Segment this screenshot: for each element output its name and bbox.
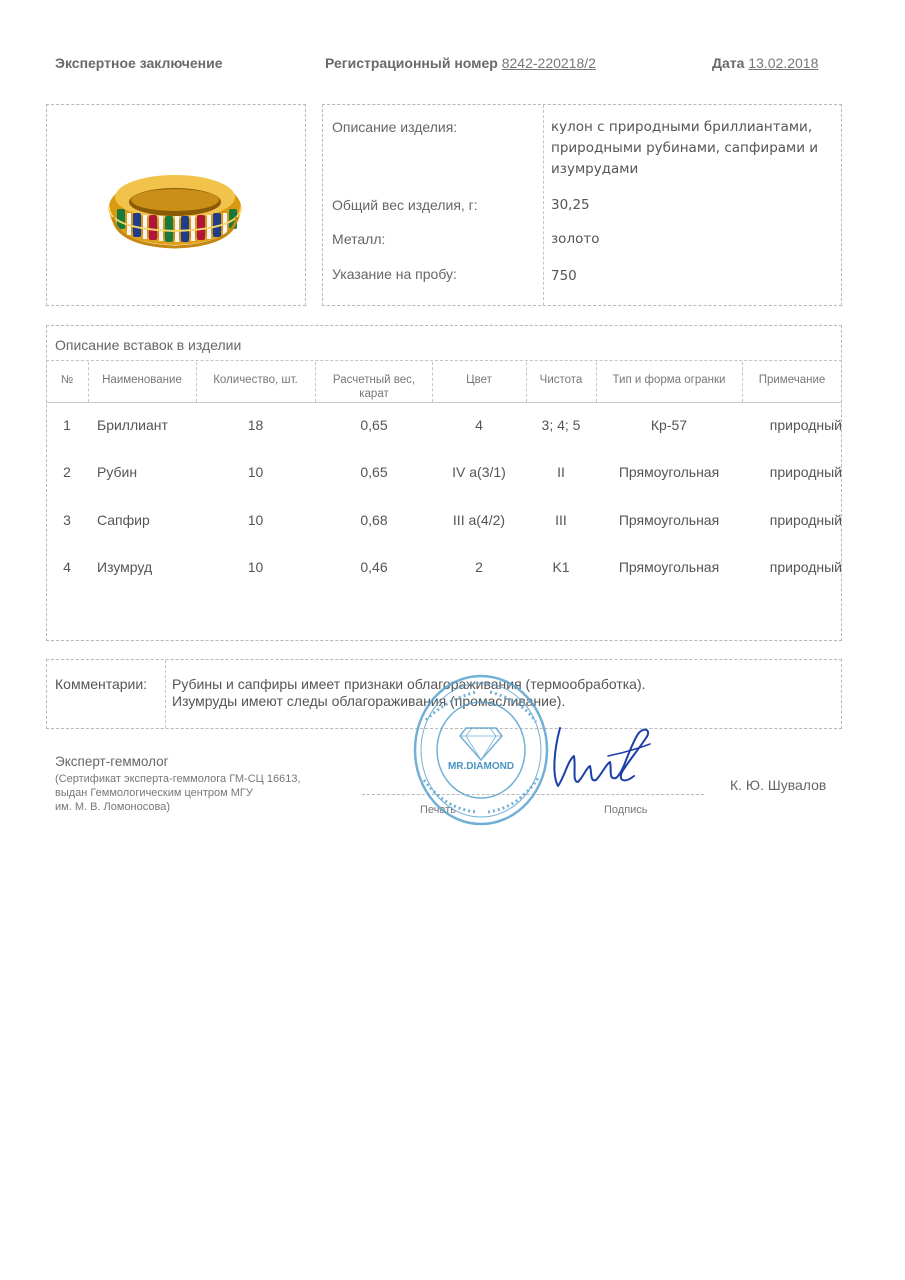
- registration-label: Регистрационный номер: [325, 55, 498, 71]
- registration-value: 8242-220218/2: [501, 55, 596, 71]
- document-date: [712, 55, 818, 71]
- column-header-clarity: Чистота: [539, 374, 583, 386]
- cell-color: IV a(3/1): [452, 464, 506, 480]
- cell-color: III a(4/2): [452, 512, 506, 528]
- cell-number: 1: [63, 417, 71, 433]
- seal-label: Печать: [420, 804, 457, 816]
- cell-clarity: 3; 4; 5: [541, 417, 581, 433]
- table-row: [46, 417, 842, 435]
- column-header-name: Наименование: [102, 374, 182, 386]
- hallmark-label: Указание на пробу:: [332, 266, 457, 282]
- cell-number: 4: [63, 559, 71, 575]
- column-header-color: Цвет: [466, 374, 492, 386]
- document-title: Экспертное заключение: [55, 55, 223, 71]
- expert-certificate-line: им. М. В. Ломоносова): [55, 801, 170, 813]
- cell-note: природный: [769, 512, 842, 528]
- product-weight-value: 30,25: [551, 197, 590, 213]
- cell-quantity: 10: [247, 512, 264, 528]
- cell-cut: Кр-57: [650, 417, 688, 433]
- cell-weight: 0,65: [360, 417, 388, 433]
- comments-label: Комментарии:: [55, 676, 148, 692]
- cell-quantity: 10: [247, 559, 264, 575]
- product-image-box: [46, 104, 306, 306]
- product-description-label: Описание изделия:: [332, 119, 458, 135]
- cell-name: Рубин: [97, 464, 138, 480]
- column-header-note: Примечание: [758, 374, 826, 386]
- cell-cut: Прямоугольная: [618, 559, 720, 575]
- cell-quantity: 18: [247, 417, 264, 433]
- cell-note: природный: [769, 417, 842, 433]
- cell-clarity: III: [555, 512, 567, 528]
- column-header-number: №: [60, 374, 74, 386]
- cell-name: Изумруд: [97, 559, 153, 575]
- metal-label: Металл:: [332, 231, 386, 247]
- table-row: [46, 464, 842, 482]
- cell-note: природный: [769, 464, 842, 480]
- table-row: [46, 559, 842, 577]
- cell-weight: 0,46: [360, 559, 388, 575]
- column-divider: [165, 660, 166, 728]
- cell-color: 2: [475, 559, 483, 575]
- header-top-rule: [46, 360, 842, 361]
- inserts-title: Описание вставок в изделии: [55, 337, 242, 353]
- cell-color: 4: [475, 417, 483, 433]
- registration-number: [325, 55, 596, 71]
- header-separator: [315, 362, 316, 402]
- gold-ring-with-gemstones-icon: [47, 105, 305, 305]
- stamp-brand-text: MR.DIAMOND: [447, 761, 515, 772]
- cell-note: природный: [769, 559, 842, 575]
- expert-certificate: [55, 772, 301, 814]
- hallmark-value: 750: [551, 268, 577, 284]
- column-header-quantity: Количество, шт.: [213, 374, 298, 386]
- cell-quantity: 10: [247, 464, 264, 480]
- product-description-value: кулон с природными бриллиантами, природными рубинами, сапфирами и изумрудами: [551, 119, 819, 177]
- expert-name: К. Ю. Шувалов: [730, 777, 827, 793]
- header-bottom-rule: [46, 402, 842, 403]
- stamp-seal-icon: [406, 670, 556, 830]
- product-weight-label: Общий вес изделия, г:: [332, 197, 478, 213]
- cell-name: Сапфир: [97, 512, 150, 528]
- expert-certificate-line: (Сертификат эксперта-геммолога ГМ-СЦ 16613,: [55, 773, 301, 785]
- expert-certificate-line: выдан Геммологическим центром МГУ: [55, 787, 253, 799]
- cell-name: Бриллиант: [97, 417, 168, 433]
- cell-number: 3: [63, 512, 71, 528]
- cell-number: 2: [63, 464, 71, 480]
- date-label: Дата: [712, 55, 745, 71]
- date-value: 13.02.2018: [748, 55, 819, 71]
- comment-line: Изумруды имеют следы облагораживания (промасливание).: [172, 693, 566, 709]
- comment-line: Рубины и сапфиры имеет признаки облагораживания (термообработка).: [172, 676, 646, 692]
- cell-clarity: II: [557, 464, 565, 480]
- column-header-weight: Расчетный вес, карат: [332, 374, 416, 400]
- cell-cut: Прямоугольная: [618, 512, 720, 528]
- column-header-cut: Тип и форма огранки: [612, 374, 726, 386]
- handwritten-signature: [548, 720, 658, 800]
- signature-label: Подпись: [604, 804, 648, 816]
- table-row: [46, 512, 842, 530]
- cell-weight: 0,68: [360, 512, 388, 528]
- metal-value: золото: [551, 231, 600, 247]
- cell-clarity: K1: [552, 559, 570, 575]
- cell-weight: 0,65: [360, 464, 388, 480]
- cell-cut: Прямоугольная: [618, 464, 720, 480]
- expert-title: Эксперт-геммолог: [55, 754, 169, 769]
- column-divider: [543, 105, 544, 305]
